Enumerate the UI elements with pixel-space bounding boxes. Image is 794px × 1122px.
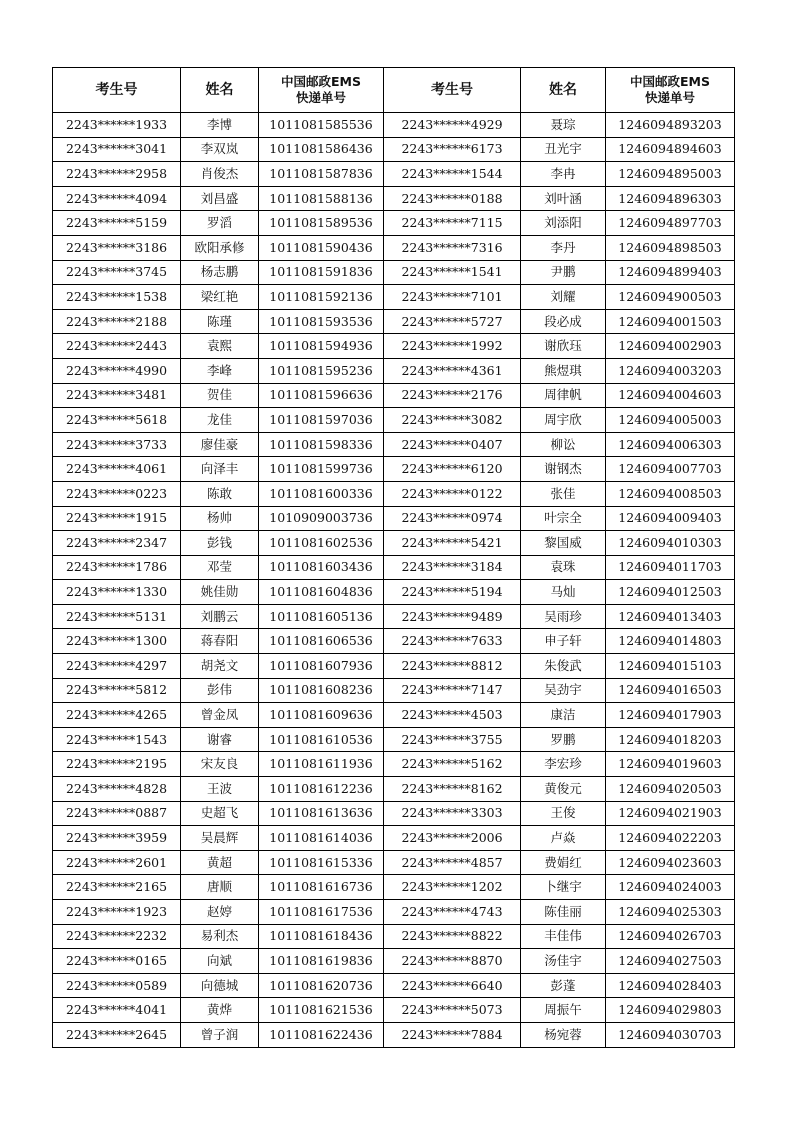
exam-id-cell: 2243******8162 xyxy=(384,777,521,802)
header-exam-id-2: 考生号 xyxy=(384,68,521,113)
ems-number-cell: 1011081595236 xyxy=(259,358,384,383)
name-cell: 彭蓬 xyxy=(521,973,606,998)
name-cell: 聂琮 xyxy=(521,113,606,138)
exam-id-cell: 2243******5727 xyxy=(384,309,521,334)
name-cell: 彭伟 xyxy=(181,678,259,703)
ems-number-cell: 1011081596636 xyxy=(259,383,384,408)
table-row xyxy=(53,826,735,851)
name-cell: 段必成 xyxy=(521,309,606,334)
ems-number-cell: 1011081593536 xyxy=(259,309,384,334)
exam-id-cell: 2243******1330 xyxy=(53,580,181,605)
name-cell: 陈敢 xyxy=(181,481,259,506)
table-row xyxy=(53,900,735,925)
name-cell: 刘昌盛 xyxy=(181,186,259,211)
ems-number-cell: 1246094005003 xyxy=(606,408,735,433)
header-ems-line1: 中国邮政EMS xyxy=(281,74,361,89)
exam-id-cell: 2243******2006 xyxy=(384,826,521,851)
table-row xyxy=(53,678,735,703)
table-row xyxy=(53,752,735,777)
ems-number-cell: 1011081614036 xyxy=(259,826,384,851)
ems-number-cell: 1246094027503 xyxy=(606,949,735,974)
name-cell: 谢睿 xyxy=(181,727,259,752)
exam-id-cell: 2243******4990 xyxy=(53,358,181,383)
exam-id-cell: 2243******6640 xyxy=(384,973,521,998)
ems-number-cell: 1011081588136 xyxy=(259,186,384,211)
table-row xyxy=(53,949,735,974)
header-exam-id: 考生号 xyxy=(53,68,181,113)
name-cell: 龙佳 xyxy=(181,408,259,433)
ems-number-cell: 1246094012503 xyxy=(606,580,735,605)
name-cell: 周振午 xyxy=(521,998,606,1023)
ems-number-cell: 1011081607936 xyxy=(259,654,384,679)
ems-number-cell: 1246094007703 xyxy=(606,457,735,482)
ems-number-cell: 1011081586436 xyxy=(259,137,384,162)
exam-id-cell: 2243******5618 xyxy=(53,408,181,433)
ems-number-cell: 1246094017903 xyxy=(606,703,735,728)
exam-id-cell: 2243******6120 xyxy=(384,457,521,482)
ems-number-cell: 1011081621536 xyxy=(259,998,384,1023)
ems-number-cell: 1011081616736 xyxy=(259,875,384,900)
name-cell: 宋友良 xyxy=(181,752,259,777)
name-cell: 汤佳宇 xyxy=(521,949,606,974)
exam-id-cell: 2243******0407 xyxy=(384,432,521,457)
exam-id-cell: 2243******4361 xyxy=(384,358,521,383)
ems-number-cell: 1011081609636 xyxy=(259,703,384,728)
ems-number-cell: 1246094009403 xyxy=(606,506,735,531)
table-row xyxy=(53,457,735,482)
ems-number-cell: 1246094029803 xyxy=(606,998,735,1023)
exam-id-cell: 2243******3733 xyxy=(53,432,181,457)
name-cell: 曾金凤 xyxy=(181,703,259,728)
ems-number-cell: 1011081608236 xyxy=(259,678,384,703)
name-cell: 杨宛蓉 xyxy=(521,1022,606,1047)
exam-id-cell: 2243******5131 xyxy=(53,604,181,629)
name-cell: 史超飞 xyxy=(181,801,259,826)
table-row xyxy=(53,777,735,802)
ems-number-cell: 1011081604836 xyxy=(259,580,384,605)
ems-number-cell: 1246094897703 xyxy=(606,211,735,236)
ems-number-cell: 1246094001503 xyxy=(606,309,735,334)
name-cell: 刘鹏云 xyxy=(181,604,259,629)
table-row xyxy=(53,162,735,187)
name-cell: 曾子润 xyxy=(181,1022,259,1047)
name-cell: 黄烨 xyxy=(181,998,259,1023)
table-row xyxy=(53,186,735,211)
exam-id-cell: 2243******2443 xyxy=(53,334,181,359)
table-row xyxy=(53,998,735,1023)
name-cell: 胡尧文 xyxy=(181,654,259,679)
name-cell: 黄超 xyxy=(181,850,259,875)
table-row xyxy=(53,309,735,334)
ems-number-cell: 1011081591836 xyxy=(259,260,384,285)
exam-id-cell: 2243******1933 xyxy=(53,113,181,138)
ems-number-cell: 1011081590436 xyxy=(259,235,384,260)
name-cell: 王波 xyxy=(181,777,259,802)
name-cell: 张佳 xyxy=(521,481,606,506)
name-cell: 康洁 xyxy=(521,703,606,728)
exam-id-cell: 2243******7101 xyxy=(384,285,521,310)
ems-number-cell: 1246094021903 xyxy=(606,801,735,826)
exam-id-cell: 2243******3745 xyxy=(53,260,181,285)
header-ems-number xyxy=(259,68,384,113)
name-cell: 李冉 xyxy=(521,162,606,187)
exam-id-cell: 2243******0122 xyxy=(384,481,521,506)
table-row xyxy=(53,531,735,556)
name-cell: 欧阳承修 xyxy=(181,235,259,260)
table-row xyxy=(53,235,735,260)
exam-id-cell: 2243******5812 xyxy=(53,678,181,703)
name-cell: 卜继宇 xyxy=(521,875,606,900)
exam-id-cell: 2243******4743 xyxy=(384,900,521,925)
exam-id-cell: 2243******5421 xyxy=(384,531,521,556)
ems-number-cell: 1011081603436 xyxy=(259,555,384,580)
name-cell: 李丹 xyxy=(521,235,606,260)
ems-number-cell: 1246094893203 xyxy=(606,113,735,138)
header-ems-line2: 快递单号 xyxy=(295,90,346,105)
table-body xyxy=(53,113,735,1048)
ems-number-cell: 1246094004603 xyxy=(606,383,735,408)
table-row xyxy=(53,334,735,359)
ems-number-cell: 1011081618436 xyxy=(259,924,384,949)
name-cell: 彭钱 xyxy=(181,531,259,556)
ems-number-cell: 1246094016503 xyxy=(606,678,735,703)
name-cell: 李双岚 xyxy=(181,137,259,162)
exam-id-cell: 2243******1541 xyxy=(384,260,521,285)
exam-id-cell: 2243******3481 xyxy=(53,383,181,408)
ems-number-cell: 1011081606536 xyxy=(259,629,384,654)
ems-number-cell: 1246094011703 xyxy=(606,555,735,580)
name-cell: 谢钢杰 xyxy=(521,457,606,482)
ems-number-cell: 1246094014803 xyxy=(606,629,735,654)
header-row xyxy=(53,68,735,113)
table-row xyxy=(53,850,735,875)
header-name-2: 姓名 xyxy=(521,68,606,113)
ems-number-cell: 1246094008503 xyxy=(606,481,735,506)
table-row xyxy=(53,801,735,826)
exam-id-cell: 2243******5194 xyxy=(384,580,521,605)
ems-number-cell: 1011081592136 xyxy=(259,285,384,310)
exam-id-cell: 2243******3184 xyxy=(384,555,521,580)
header-ems-line2: 快递单号 xyxy=(644,90,695,105)
exam-id-cell: 2243******1786 xyxy=(53,555,181,580)
name-cell: 袁珠 xyxy=(521,555,606,580)
exam-id-cell: 2243******7884 xyxy=(384,1022,521,1047)
name-cell: 向泽丰 xyxy=(181,457,259,482)
exam-id-cell: 2243******8812 xyxy=(384,654,521,679)
exam-id-cell: 2243******2232 xyxy=(53,924,181,949)
exam-id-cell: 2243******1202 xyxy=(384,875,521,900)
ems-number-cell: 1011081585536 xyxy=(259,113,384,138)
name-cell: 杨志鹏 xyxy=(181,260,259,285)
ems-number-cell: 1011081617536 xyxy=(259,900,384,925)
table-row xyxy=(53,727,735,752)
table-row xyxy=(53,383,735,408)
ems-number-cell: 1246094006303 xyxy=(606,432,735,457)
table-row xyxy=(53,604,735,629)
exam-id-cell: 2243******1923 xyxy=(53,900,181,925)
name-cell: 吴劲宇 xyxy=(521,678,606,703)
table-row xyxy=(53,408,735,433)
ems-number-cell: 1246094010303 xyxy=(606,531,735,556)
table-row xyxy=(53,924,735,949)
table-row xyxy=(53,580,735,605)
name-cell: 尹鹏 xyxy=(521,260,606,285)
exam-id-cell: 2243******1915 xyxy=(53,506,181,531)
name-cell: 廖佳豪 xyxy=(181,432,259,457)
name-cell: 肖俊杰 xyxy=(181,162,259,187)
exam-id-cell: 2243******2165 xyxy=(53,875,181,900)
name-cell: 马灿 xyxy=(521,580,606,605)
name-cell: 陈佳丽 xyxy=(521,900,606,925)
ems-number-cell: 1011081619836 xyxy=(259,949,384,974)
name-cell: 罗鹏 xyxy=(521,727,606,752)
name-cell: 刘添阳 xyxy=(521,211,606,236)
exam-id-cell: 2243******3082 xyxy=(384,408,521,433)
ems-number-cell: 1246094002903 xyxy=(606,334,735,359)
exam-id-cell: 2243******4061 xyxy=(53,457,181,482)
table-row xyxy=(53,137,735,162)
exam-id-cell: 2243******7316 xyxy=(384,235,521,260)
name-cell: 李宏珍 xyxy=(521,752,606,777)
ems-number-cell: 1011081602536 xyxy=(259,531,384,556)
name-cell: 向斌 xyxy=(181,949,259,974)
name-cell: 黄俊元 xyxy=(521,777,606,802)
ems-number-cell: 1011081598336 xyxy=(259,432,384,457)
name-cell: 刘叶涵 xyxy=(521,186,606,211)
table-row xyxy=(53,432,735,457)
exam-id-cell: 2243******2601 xyxy=(53,850,181,875)
name-cell: 黎国威 xyxy=(521,531,606,556)
exam-id-cell: 2243******0974 xyxy=(384,506,521,531)
ems-number-cell: 1246094895003 xyxy=(606,162,735,187)
name-cell: 吴晨辉 xyxy=(181,826,259,851)
ems-tracking-table xyxy=(52,67,735,1048)
exam-id-cell: 2243******4828 xyxy=(53,777,181,802)
header-name: 姓名 xyxy=(181,68,259,113)
exam-id-cell: 2243******4503 xyxy=(384,703,521,728)
exam-id-cell: 2243******2176 xyxy=(384,383,521,408)
exam-id-cell: 2243******0165 xyxy=(53,949,181,974)
header-ems-line1: 中国邮政EMS xyxy=(630,74,710,89)
ems-number-cell: 1246094022203 xyxy=(606,826,735,851)
exam-id-cell: 2243******3186 xyxy=(53,235,181,260)
exam-id-cell: 2243******1992 xyxy=(384,334,521,359)
name-cell: 唐顺 xyxy=(181,875,259,900)
exam-id-cell: 2243******1538 xyxy=(53,285,181,310)
ems-number-cell: 1011081605136 xyxy=(259,604,384,629)
exam-id-cell: 2243******2347 xyxy=(53,531,181,556)
exam-id-cell: 2243******2645 xyxy=(53,1022,181,1047)
exam-id-cell: 2243******2195 xyxy=(53,752,181,777)
ems-number-cell: 1011081612236 xyxy=(259,777,384,802)
name-cell: 梁红艳 xyxy=(181,285,259,310)
name-cell: 李博 xyxy=(181,113,259,138)
ems-number-cell: 1246094026703 xyxy=(606,924,735,949)
exam-id-cell: 2243******0223 xyxy=(53,481,181,506)
exam-id-cell: 2243******5162 xyxy=(384,752,521,777)
ems-number-cell: 1246094024003 xyxy=(606,875,735,900)
ems-number-cell: 1010909003736 xyxy=(259,506,384,531)
ems-number-cell: 1246094015103 xyxy=(606,654,735,679)
exam-id-cell: 2243******7115 xyxy=(384,211,521,236)
ems-number-cell: 1246094896303 xyxy=(606,186,735,211)
name-cell: 柳讼 xyxy=(521,432,606,457)
name-cell: 丑光宇 xyxy=(521,137,606,162)
name-cell: 易利杰 xyxy=(181,924,259,949)
name-cell: 杨帅 xyxy=(181,506,259,531)
name-cell: 陈瑾 xyxy=(181,309,259,334)
ems-number-cell: 1246094013403 xyxy=(606,604,735,629)
header-ems-number-2 xyxy=(606,68,735,113)
ems-number-cell: 1011081589536 xyxy=(259,211,384,236)
ems-number-cell: 1246094019603 xyxy=(606,752,735,777)
name-cell: 吴雨珍 xyxy=(521,604,606,629)
exam-id-cell: 2243******4929 xyxy=(384,113,521,138)
table-row xyxy=(53,555,735,580)
name-cell: 蒋春阳 xyxy=(181,629,259,654)
name-cell: 周宇欣 xyxy=(521,408,606,433)
exam-id-cell: 2243******7633 xyxy=(384,629,521,654)
exam-id-cell: 2243******4857 xyxy=(384,850,521,875)
ems-number-cell: 1246094020503 xyxy=(606,777,735,802)
name-cell: 赵婷 xyxy=(181,900,259,925)
exam-id-cell: 2243******2958 xyxy=(53,162,181,187)
table-row xyxy=(53,629,735,654)
ems-number-cell: 1011081597036 xyxy=(259,408,384,433)
table-row xyxy=(53,506,735,531)
ems-number-cell: 1011081587836 xyxy=(259,162,384,187)
exam-id-cell: 2243******0188 xyxy=(384,186,521,211)
exam-id-cell: 2243******8822 xyxy=(384,924,521,949)
name-cell: 申子轩 xyxy=(521,629,606,654)
exam-id-cell: 2243******3303 xyxy=(384,801,521,826)
ems-number-cell: 1246094003203 xyxy=(606,358,735,383)
table-row xyxy=(53,1022,735,1047)
table-row xyxy=(53,113,735,138)
table-row xyxy=(53,260,735,285)
ems-number-cell: 1246094898503 xyxy=(606,235,735,260)
ems-number-cell: 1011081599736 xyxy=(259,457,384,482)
table-row xyxy=(53,703,735,728)
table-row xyxy=(53,285,735,310)
exam-id-cell: 2243******0887 xyxy=(53,801,181,826)
exam-id-cell: 2243******3755 xyxy=(384,727,521,752)
exam-id-cell: 2243******4297 xyxy=(53,654,181,679)
ems-number-cell: 1011081615336 xyxy=(259,850,384,875)
name-cell: 邓莹 xyxy=(181,555,259,580)
exam-id-cell: 2243******6173 xyxy=(384,137,521,162)
exam-id-cell: 2243******0589 xyxy=(53,973,181,998)
exam-id-cell: 2243******2188 xyxy=(53,309,181,334)
exam-id-cell: 2243******4041 xyxy=(53,998,181,1023)
name-cell: 费娟红 xyxy=(521,850,606,875)
ems-number-cell: 1011081610536 xyxy=(259,727,384,752)
ems-number-cell: 1246094894603 xyxy=(606,137,735,162)
ems-number-cell: 1011081620736 xyxy=(259,973,384,998)
name-cell: 贺佳 xyxy=(181,383,259,408)
ems-number-cell: 1011081622436 xyxy=(259,1022,384,1047)
name-cell: 丰佳伟 xyxy=(521,924,606,949)
name-cell: 熊煜琪 xyxy=(521,358,606,383)
table-row xyxy=(53,358,735,383)
exam-id-cell: 2243******1544 xyxy=(384,162,521,187)
exam-id-cell: 2243******3959 xyxy=(53,826,181,851)
ems-number-cell: 1246094023603 xyxy=(606,850,735,875)
exam-id-cell: 2243******3041 xyxy=(53,137,181,162)
exam-id-cell: 2243******4265 xyxy=(53,703,181,728)
ems-number-cell: 1246094900503 xyxy=(606,285,735,310)
exam-id-cell: 2243******5073 xyxy=(384,998,521,1023)
table-row xyxy=(53,211,735,236)
ems-number-cell: 1011081600336 xyxy=(259,481,384,506)
table-row xyxy=(53,973,735,998)
name-cell: 刘耀 xyxy=(521,285,606,310)
name-cell: 向德城 xyxy=(181,973,259,998)
exam-id-cell: 2243******5159 xyxy=(53,211,181,236)
ems-number-cell: 1246094018203 xyxy=(606,727,735,752)
table-row xyxy=(53,654,735,679)
name-cell: 周律帆 xyxy=(521,383,606,408)
name-cell: 李峰 xyxy=(181,358,259,383)
name-cell: 朱俊武 xyxy=(521,654,606,679)
exam-id-cell: 2243******7147 xyxy=(384,678,521,703)
name-cell: 王俊 xyxy=(521,801,606,826)
exam-id-cell: 2243******1300 xyxy=(53,629,181,654)
name-cell: 谢欣珏 xyxy=(521,334,606,359)
ems-number-cell: 1011081613636 xyxy=(259,801,384,826)
ems-number-cell: 1011081611936 xyxy=(259,752,384,777)
exam-id-cell: 2243******4094 xyxy=(53,186,181,211)
name-cell: 罗滔 xyxy=(181,211,259,236)
name-cell: 姚佳勋 xyxy=(181,580,259,605)
exam-id-cell: 2243******8870 xyxy=(384,949,521,974)
exam-id-cell: 2243******9489 xyxy=(384,604,521,629)
ems-number-cell: 1011081594936 xyxy=(259,334,384,359)
ems-number-cell: 1246094899403 xyxy=(606,260,735,285)
ems-number-cell: 1246094025303 xyxy=(606,900,735,925)
exam-id-cell: 2243******1543 xyxy=(53,727,181,752)
ems-number-cell: 1246094030703 xyxy=(606,1022,735,1047)
ems-number-cell: 1246094028403 xyxy=(606,973,735,998)
name-cell: 叶宗全 xyxy=(521,506,606,531)
table-row xyxy=(53,875,735,900)
name-cell: 卢焱 xyxy=(521,826,606,851)
name-cell: 袁熙 xyxy=(181,334,259,359)
table-row xyxy=(53,481,735,506)
